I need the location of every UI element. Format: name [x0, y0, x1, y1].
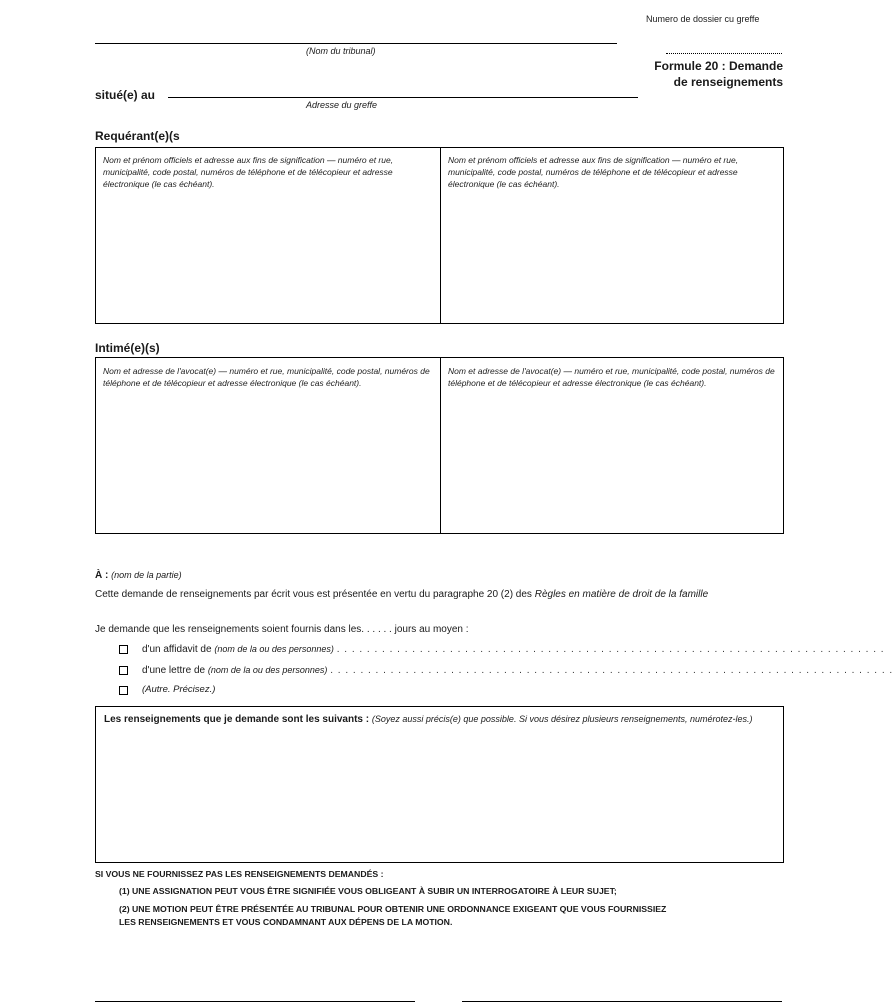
- affidavit-option: [142, 643, 885, 656]
- bottom-right-signature-line[interactable]: [462, 1001, 782, 1002]
- form-title-line1: Formule 20 : Demande: [654, 59, 783, 73]
- applicant-right-cell[interactable]: Nom et prénom officiels et adresse aux fins de signification — numéro et rue, municipalité, code postal, numéros de téléphone et de télécopieur et adresse électronique (le cas échéant).: [448, 155, 739, 189]
- to-caption: (nom de la partie): [111, 570, 182, 580]
- court-name-line[interactable]: [95, 43, 617, 44]
- letter-checkbox[interactable]: [119, 666, 128, 675]
- info-box-caption: (Soyez aussi précis(e) que possible. Si vous désirez plusieurs renseignements, numérotez-les.): [371, 714, 753, 724]
- affidavit-label: d'un affidavit de: [142, 644, 212, 655]
- letter-option: [142, 664, 893, 677]
- court-address-line[interactable]: [168, 97, 638, 98]
- information-requested-box[interactable]: [95, 706, 784, 863]
- respondents-divider: [440, 357, 441, 534]
- court-name-caption: (Nom du tribunal): [306, 46, 376, 56]
- other-checkbox[interactable]: [119, 686, 128, 695]
- to-label: À :: [95, 570, 109, 581]
- file-number-field[interactable]: [666, 53, 782, 54]
- affidavit-dotted-line[interactable]: . . . . . . . . . . . . . . . . . . . . . . . . . . . . . . . . . . . . . . . . . . . . . . . . . . . . . . . . . . . . . . . . . . . . . . . . .: [336, 644, 885, 655]
- form-title-line2: de renseignements: [673, 75, 783, 89]
- warning-heading: SI VOUS NE FOURNISSEZ PAS LES RENSEIGNEMENTS DEMANDÉS :: [95, 869, 384, 879]
- applicants-divider: [440, 147, 441, 324]
- info-box-bold: Les renseignements que je demande sont les suivants :: [104, 714, 370, 725]
- intro-paragraph: [95, 589, 787, 601]
- respondents-heading: Intimé(e)(s): [95, 341, 160, 355]
- warning-item-2-line2: LES RENSEIGNEMENTS ET VOUS CONDAMNANT AUX DÉPENS DE LA MOTION.: [119, 917, 453, 927]
- to-line[interactable]: [95, 569, 182, 582]
- other-caption: (Autre. Précisez.): [142, 684, 216, 695]
- letter-label: d'une lettre de: [142, 665, 206, 676]
- affidavit-checkbox[interactable]: [119, 645, 128, 654]
- located-at-label: situé(e) au: [95, 88, 156, 102]
- letter-dotted-line[interactable]: . . . . . . . . . . . . . . . . . . . . . . . . . . . . . . . . . . . . . . . . . . . . . . . . . . . . . . . . . . . . . . . . . . . . . . . . . . .: [330, 665, 893, 676]
- affidavit-caption: (nom de la ou des personnes): [214, 644, 334, 654]
- warning-item-2-line1: (2) UNE MOTION PEUT ÊTRE PRÉSENTÉE AU TRIBUNAL POUR OBTENIR UNE ORDONNANCE EXIGEANT QUE VOUS FOURNISSIEZ: [119, 904, 667, 914]
- info-box-header: [104, 713, 776, 726]
- respondent-right-cell[interactable]: Nom et adresse de l'avocat(e) — numéro et rue, municipalité, code postal, numéros de téléphone et de télécopieur et adresse électronique (le cas échéant).: [448, 366, 775, 388]
- demand-text: Je demande que les renseignements soient fournis dans les. . . . . . jours au moyen :: [95, 624, 469, 635]
- respondent-left-cell[interactable]: Nom et adresse de l'avocat(e) — numéro et rue, municipalité, code postal, numéros de téléphone et de télécopieur et adresse électronique (le cas échéant).: [103, 366, 430, 388]
- applicant-left-cell[interactable]: Nom et prénom officiels et adresse aux fins de signification — numéro et rue, municipalité, code postal, numéros de téléphone et de télécopieur et adresse électronique (le cas échéant).: [103, 155, 394, 189]
- court-address-caption: Adresse du greffe: [306, 100, 378, 110]
- intro-rules: Règles en matière de droit de la famille: [534, 589, 709, 600]
- applicants-heading: Requérant(e)(s: [95, 129, 180, 143]
- intro-text: Cette demande de renseignements par écrit vous est présentée en vertu du paragraphe 20 (2) des: [95, 589, 532, 600]
- letter-caption: (nom de la ou des personnes): [207, 665, 328, 675]
- warning-item-1: (1) UNE ASSIGNATION PEUT VOUS ÊTRE SIGNIFIÉE VOUS OBLIGEANT À SUBIR UN INTERROGATOIRE À LEUR SUJET;: [119, 886, 617, 896]
- bottom-left-signature-line[interactable]: [95, 1001, 415, 1002]
- file-number-label: Numero de dossier cu greffe: [646, 14, 760, 24]
